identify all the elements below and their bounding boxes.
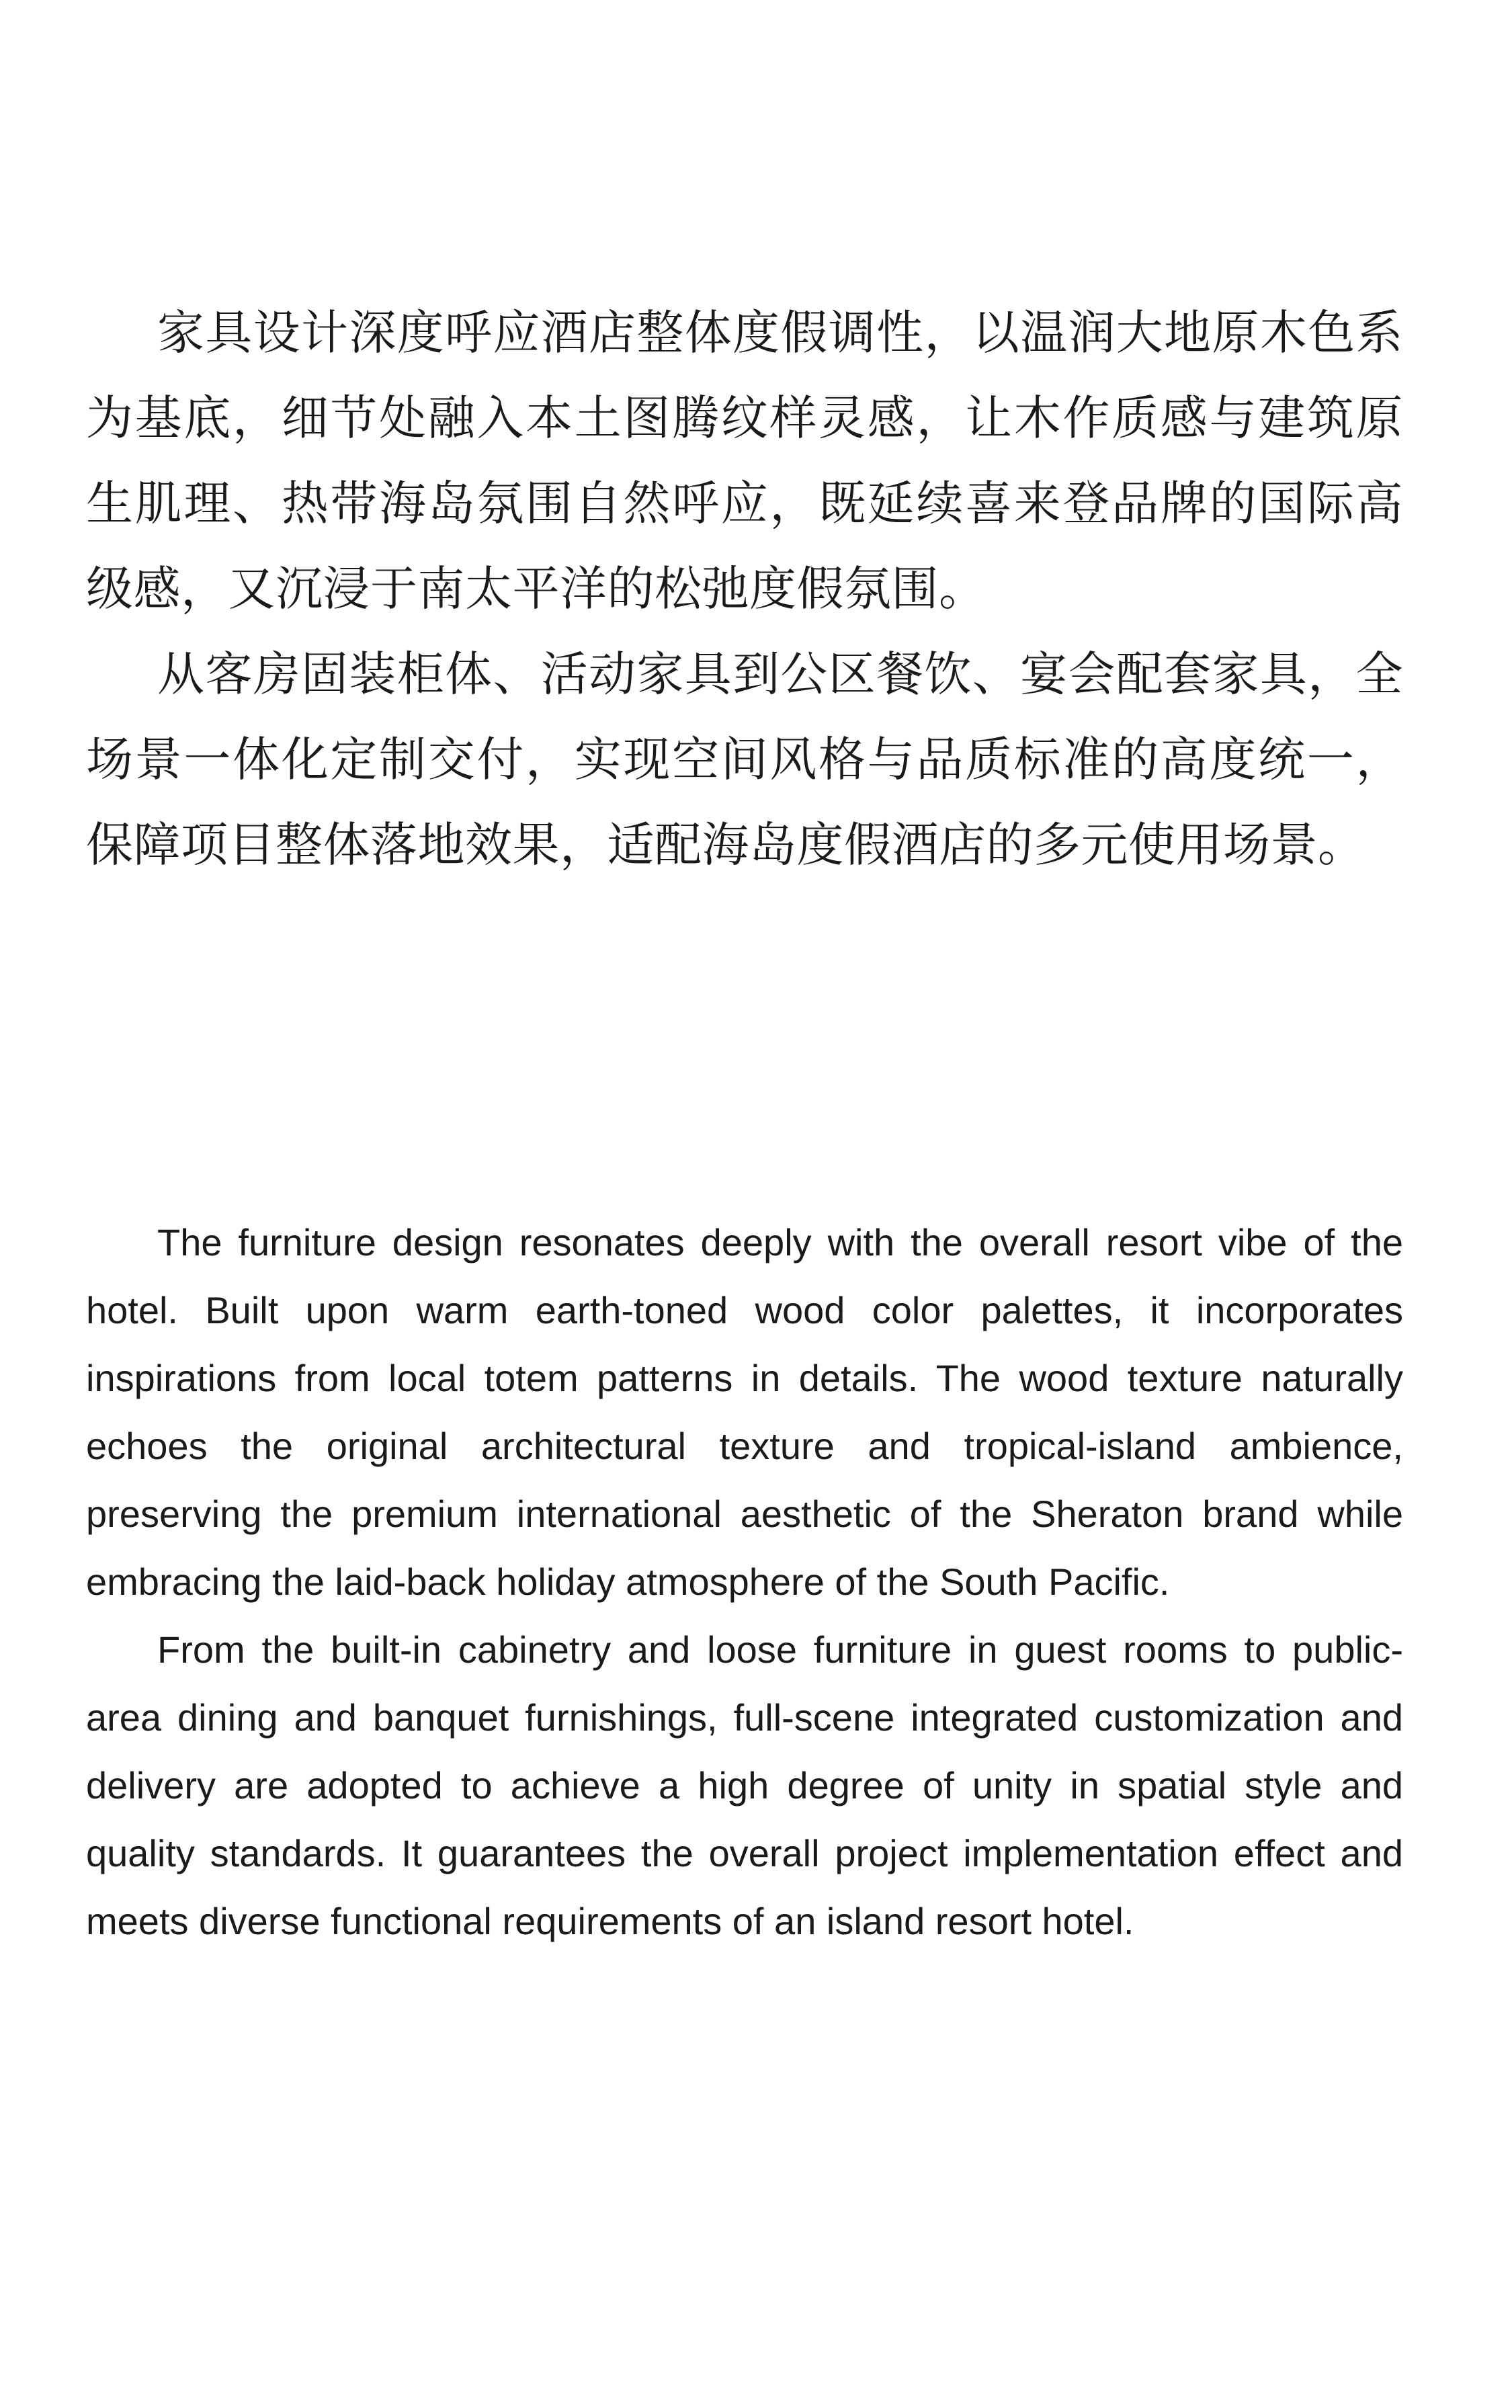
english-paragraph-1: The furniture design resonates deeply with the overall resort vibe of the hotel. Built upon warm earth-toned wood color palettes, it incorporates inspirations from local totem patterns in details. The wood texture naturally echoes the original architectural texture and tropical-island ambience, preserving the premium international aesthetic of the Sheraton brand while embracing the laid-back holiday atmosphere of the South Pacific. (86, 1221, 1403, 1603)
chinese-description (86, 290, 1403, 888)
chinese-paragraph-1: 家具设计深度呼应酒店整体度假调性，以温润大地原木色系为基底，细节处融入本土图腾纹样灵感，让木作质感与建筑原生肌理、热带海岛氛围自然呼应，既延续喜来登品牌的国际高级感，又沉浸于南太平洋的松弛度假氛围。 (86, 305, 1403, 616)
english-description (86, 1208, 1403, 1955)
english-paragraph-2: From the built-in cabinetry and loose furniture in guest rooms to public-area dining and banquet furnishings, full-scene integrated customization and delivery are adopted to achieve a high degree of unity in spatial style and quality standards. It guarantees the overall project implementation effect and meets diverse functional requirements of an island resort hotel. (86, 1628, 1403, 1942)
chinese-paragraph-2: 从客房固装柜体、活动家具到公区餐饮、宴会配套家具，全场景一体化定制交付，实现空间风格与品质标准的高度统一，保障项目整体落地效果，适配海岛度假酒店的多元使用场景。 (86, 647, 1403, 872)
